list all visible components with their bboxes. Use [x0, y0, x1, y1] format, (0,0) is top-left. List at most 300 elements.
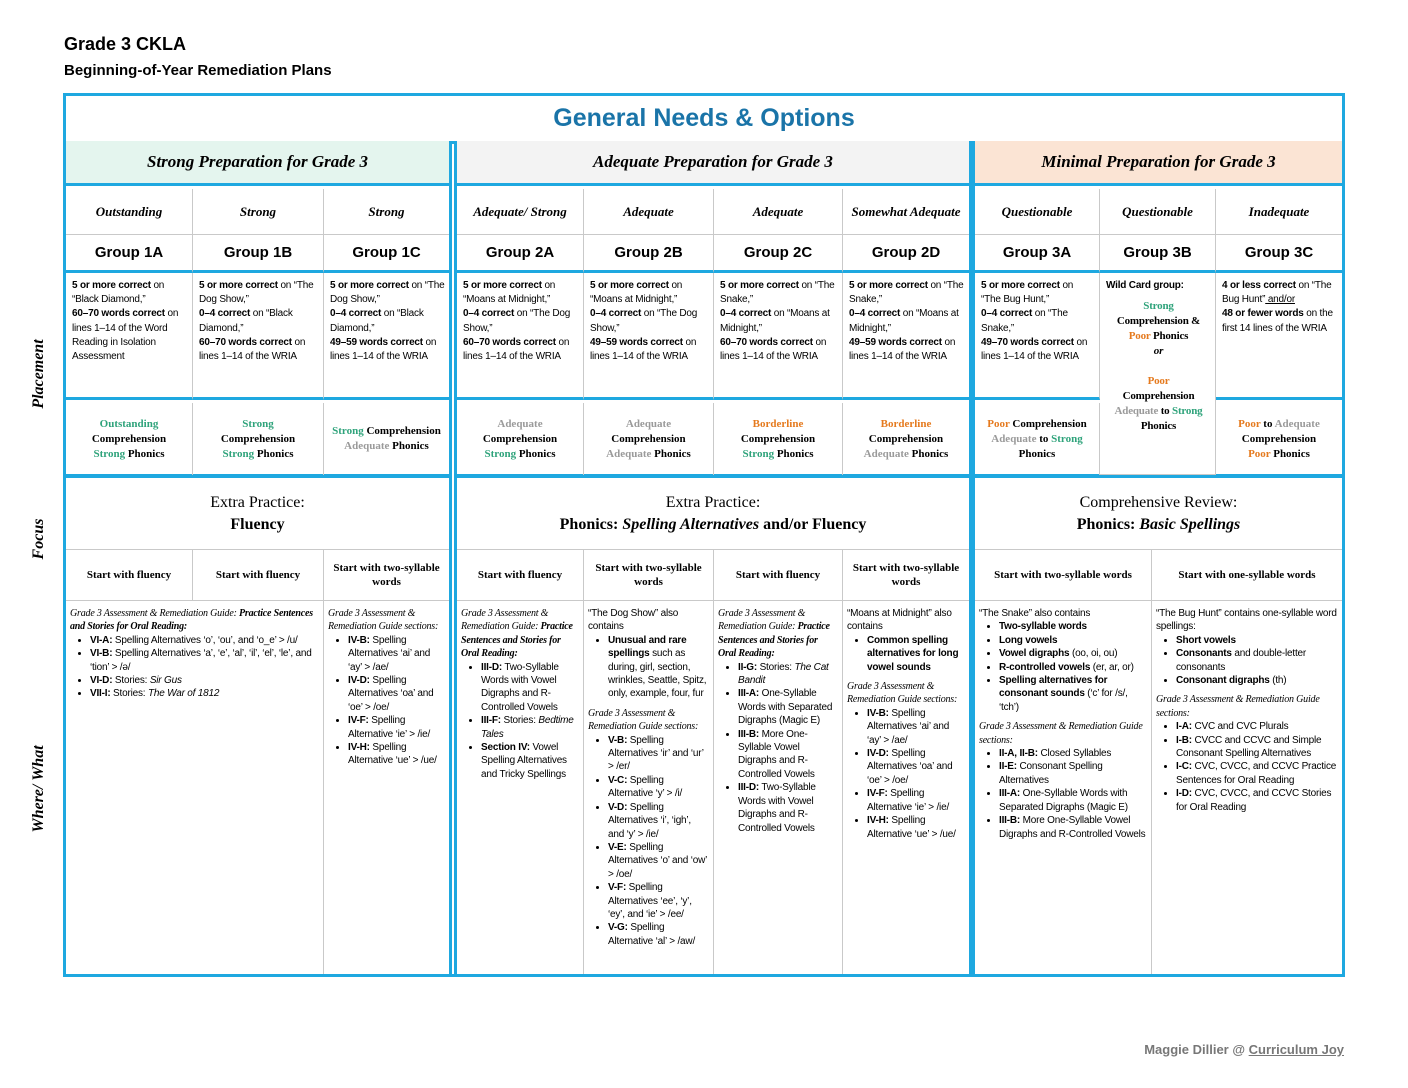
- start-with-label: Start with fluency: [714, 550, 843, 601]
- section-list: [588, 734, 709, 949]
- note-text: [588, 607, 709, 634]
- side-label-placement: Placement: [30, 339, 47, 409]
- section-header: Minimal Preparation for Grade 3: [975, 141, 1342, 186]
- text-run: Adequate: [1274, 417, 1320, 430]
- text-run: Phonics: [1270, 447, 1310, 460]
- text-run: Spelling Alternative ‘y’ > /i/: [608, 774, 683, 800]
- where-what-cell: [457, 601, 584, 974]
- text-run: Spelling Alternatives ‘oa’ and ‘oe’ > /oe/: [348, 675, 434, 713]
- comprehension-phonics: [457, 403, 584, 475]
- comprehension-line: [92, 447, 166, 462]
- text-run: 5 or more correct: [463, 280, 542, 291]
- placement-criteria: [975, 273, 1100, 400]
- text-run: on “The Dog Show,”: [330, 280, 445, 306]
- text-run: Poor: [1147, 375, 1170, 388]
- guide-reference: [70, 607, 319, 634]
- text-run: Common spelling alternatives for long vowel sounds: [867, 634, 959, 673]
- text-run: on “The Snake,”: [849, 280, 964, 306]
- text-run: 60–70 words correct: [199, 336, 292, 348]
- start-with-label: Start with two-syllable words: [843, 550, 969, 601]
- text-run: Adequate: [1114, 405, 1159, 418]
- wildcard-comprehension: [1106, 299, 1211, 434]
- section-list: [588, 634, 709, 701]
- wildcard-line: [1106, 344, 1211, 359]
- text-run: Grade 3 Assessment & Remediation Guide sections:: [979, 721, 1143, 746]
- focus-line1: Extra Practice:: [210, 493, 305, 511]
- list-item: [999, 814, 1147, 841]
- list-item: [999, 760, 1147, 787]
- text-run: Spelling Alternatives ‘a’, ‘e’, ‘al’, ‘il’, ‘el’, ‘le’, and ‘tion’ > /ə/: [90, 648, 312, 673]
- text-run: The War of 1812: [147, 688, 220, 700]
- text-run: Adequate: [497, 417, 543, 430]
- list-item: [1176, 647, 1338, 674]
- text-run: Practice Sentences and Stories for Oral Reading:: [70, 608, 313, 633]
- text-run: III-A:: [738, 688, 760, 700]
- comprehension-text: [483, 417, 557, 462]
- text-run: CVC and CVC Plurals: [1191, 721, 1289, 733]
- text-run: Spelling Alternatives: [622, 515, 760, 533]
- footer-credit: Maggie Dillier @ Curriculum Joy: [1144, 1042, 1344, 1057]
- text-run: Comprehension: [611, 432, 686, 445]
- group-label: Group 1B: [193, 235, 324, 273]
- text-run: on “The Bug Hunt”: [1222, 280, 1332, 306]
- text-run: Bedtime Tales: [481, 715, 574, 740]
- comprehension-line: [221, 417, 295, 432]
- text-run: V-F:: [608, 882, 627, 894]
- text-run: on “The Snake,”: [720, 280, 835, 306]
- text-run: Adequate: [344, 440, 390, 452]
- text-run: Strong: [332, 425, 364, 437]
- wildcard-line: [1106, 419, 1211, 434]
- text-run: Phonics: [516, 447, 556, 460]
- text-run: 5 or more correct: [981, 280, 1060, 291]
- section-list: [979, 747, 1147, 841]
- text-run: I-C:: [1176, 761, 1192, 773]
- text-run: 0–4 correct: [330, 308, 382, 320]
- text-run: Poor: [987, 417, 1010, 430]
- text-run: Basic Spellings: [1139, 515, 1241, 533]
- text-run: Adequate: [991, 432, 1037, 445]
- text-run: VI-B:: [90, 648, 113, 660]
- comprehension-text: [987, 417, 1087, 462]
- note-text: [847, 607, 965, 634]
- comprehension-line: [741, 447, 815, 462]
- text-run: II-G:: [738, 661, 757, 673]
- rating-0: Outstanding: [66, 189, 193, 235]
- list-item: [867, 747, 965, 787]
- text-run: I-A:: [1176, 721, 1192, 733]
- start-with-label: Start with fluency: [457, 550, 584, 601]
- text-run: One-Syllable Words with Separated Digraphs (Magic E): [738, 688, 833, 727]
- text-run: Practice Sentences and Stories for Oral Reading:: [718, 621, 830, 660]
- guide-reference: [328, 607, 445, 634]
- text-run: Two-Syllable Words with Vowel Digraphs and R-Controlled Vowels: [481, 661, 559, 713]
- text-run: 60–70 words correct: [72, 308, 165, 320]
- text-run: IV-B:: [867, 707, 889, 719]
- comprehension-phonics: [1216, 403, 1342, 475]
- section-list: [979, 620, 1147, 714]
- text-run: V-C:: [608, 774, 628, 786]
- text-run: Section IV:: [481, 742, 530, 754]
- text-run: Spelling Alternatives ‘o’, ‘ou’, and ‘o_e’ > /u/: [112, 634, 298, 646]
- text-run: Closed Syllables: [1037, 748, 1112, 760]
- text-run: “Moans at Midnight” also contains: [847, 608, 952, 633]
- list-item: [1176, 787, 1338, 814]
- start-with-label: Start with two-syllable words: [584, 550, 714, 601]
- text-run: Grade 3 Assessment & Remediation Guide sections:: [1156, 694, 1320, 719]
- text-run: on the first 14 lines of the WRIA: [1222, 308, 1333, 334]
- group-label: Group 1A: [66, 235, 193, 273]
- text-run: on lines 1–14 of the WRIA: [463, 336, 570, 363]
- group-label: Group 1C: [324, 235, 449, 273]
- start-with-label: Start with fluency: [66, 550, 193, 601]
- text-run: V-G:: [608, 922, 628, 934]
- text-run: Adequate: [606, 447, 652, 460]
- text-run: 49–59 words correct: [590, 336, 683, 348]
- focus-line1: Comprehensive Review:: [1079, 493, 1238, 511]
- text-run: 49–59 words correct: [330, 336, 423, 348]
- list-item: [481, 661, 579, 715]
- text-run: CVCC and CCVC and Simple Consonant Spelling Alternatives: [1176, 734, 1322, 760]
- text-run: Comprehension: [220, 432, 296, 445]
- list-item: [608, 881, 709, 921]
- list-item: [867, 634, 965, 674]
- text-run: 0–4 correct: [981, 308, 1033, 320]
- text-run: Phonics: [125, 447, 165, 460]
- placement-criteria: [193, 273, 324, 400]
- document-subtitle: Beginning-of-Year Remediation Plans: [64, 62, 332, 79]
- section-header: Adequate Preparation for Grade 3: [457, 141, 969, 186]
- note-text: [1156, 607, 1338, 634]
- text-run: Grade 3 Assessment & Remediation Guide:: [461, 608, 549, 633]
- text-run: on “The Dog Show,”: [590, 308, 698, 334]
- text-run: Phonics: [389, 440, 429, 452]
- wildcard-line: [1106, 359, 1211, 374]
- placement-criteria: [843, 273, 969, 400]
- text-run: Spelling Alternatives ‘o’ and ‘ow’ > /oe/: [608, 841, 707, 880]
- text-run: IV-B:: [348, 634, 370, 646]
- list-item: [867, 707, 965, 747]
- list-item: [867, 787, 965, 814]
- comprehension-line: [92, 417, 166, 432]
- plans-table: [63, 93, 1345, 977]
- list-item: [608, 841, 709, 881]
- text-run: Comprehension: [91, 432, 167, 445]
- text-run: 0–4 correct: [590, 308, 642, 320]
- text-run: CVC, CVCC, and CCVC Stories for Oral Reading: [1176, 788, 1332, 813]
- comprehension-line: [1238, 432, 1320, 447]
- comprehension-line: [332, 424, 441, 439]
- list-item: [608, 921, 709, 948]
- text-run: on lines 1–14 of the WRIA: [330, 336, 437, 363]
- text-run: Spelling alternatives for consonant sounds: [999, 675, 1108, 700]
- group-label: Group 2B: [584, 235, 714, 273]
- text-run: II-E:: [999, 761, 1017, 773]
- text-run: More One-Syllable Vowel Digraphs and R-Controlled Vowels: [738, 728, 815, 780]
- list-item: [999, 787, 1147, 814]
- text-run: Spelling Alternatives ‘oa’ and ‘oe’ > /oe/: [867, 748, 953, 786]
- text-run: on “Moans at Midnight,”: [849, 308, 959, 334]
- section-list: [1156, 720, 1338, 814]
- rating-9: Inadequate: [1216, 189, 1342, 235]
- text-run: III-F:: [481, 715, 501, 727]
- text-run: on “The Snake,”: [981, 308, 1068, 334]
- text-run: Spelling Alternative ‘ie’ > /ie/: [348, 715, 431, 740]
- section-list: [718, 661, 838, 835]
- list-item: [738, 687, 838, 727]
- comprehension-line: [92, 432, 166, 447]
- guide-reference: [979, 720, 1147, 747]
- placement-criteria: [1216, 273, 1342, 400]
- comprehension-phonics: [975, 403, 1100, 475]
- comprehension-line: [864, 447, 949, 462]
- text-run: “The Snake” also contains: [979, 608, 1091, 619]
- text-run: on “The Dog Show,”: [463, 308, 571, 334]
- text-run: on “The Bug Hunt,”: [981, 280, 1074, 306]
- text-run: III-A:: [999, 788, 1021, 800]
- comprehension-phonics: [584, 403, 714, 475]
- section-list: [328, 634, 445, 768]
- text-run: on lines 1–14 of the WRIA: [849, 336, 956, 363]
- rating-2: Strong: [324, 189, 449, 235]
- text-run: and/or: [1265, 294, 1295, 306]
- wildcard-line: [1106, 404, 1211, 419]
- text-run: Phonics: [254, 447, 294, 460]
- where-what-cell: [714, 601, 843, 974]
- text-run: IV-D:: [867, 748, 889, 760]
- list-item: [999, 647, 1147, 660]
- text-run: IV-H:: [867, 815, 889, 827]
- comprehension-line: [606, 417, 691, 432]
- group-label: Group 3B: [1100, 235, 1216, 273]
- comprehension-line: [332, 439, 441, 454]
- wildcard-line: [1106, 374, 1211, 389]
- text-run: Spelling Alternative ‘ue’ > /ue/: [867, 815, 956, 840]
- guide-reference: [461, 607, 579, 661]
- document-title: Grade 3 CKLA: [64, 34, 187, 54]
- list-item: [1176, 760, 1338, 787]
- text-run: VI-A:: [90, 634, 113, 646]
- text-run: Unusual and rare spellings: [608, 634, 687, 660]
- list-item: [999, 634, 1147, 647]
- section-list: [70, 634, 319, 701]
- text-run: 5 or more correct: [720, 280, 799, 291]
- comprehension-line: [864, 432, 949, 447]
- text-run: III-B:: [999, 815, 1021, 827]
- placement-criteria: [324, 273, 449, 400]
- text-run: “The Bug Hunt” contains one-syllable word spellings:: [1156, 608, 1337, 633]
- text-run: III-D:: [738, 782, 760, 794]
- text-run: Phonics: [908, 447, 949, 460]
- list-item: [999, 661, 1147, 674]
- text-run: Poor: [1248, 447, 1271, 460]
- text-run: CVC, CVCC, and CCVC Practice Sentences for Oral Reading: [1176, 761, 1337, 786]
- placement-wildcard: [1100, 273, 1216, 475]
- text-run: Borderline: [752, 417, 804, 430]
- list-item: [90, 687, 319, 700]
- text-run: 5 or more correct: [72, 280, 151, 291]
- where-what-cell: [584, 601, 714, 974]
- list-item: [608, 734, 709, 774]
- text-run: 0–4 correct: [463, 308, 515, 320]
- text-run: More One-Syllable Vowel Digraphs and R-Controlled Vowels: [999, 815, 1146, 840]
- wildcard-line: [1106, 299, 1211, 314]
- group-label: Group 2A: [457, 235, 584, 273]
- guide-reference: [1156, 693, 1338, 720]
- guide-reference: [847, 680, 965, 707]
- list-item: [348, 741, 445, 768]
- section-header: Strong Preparation for Grade 3: [66, 141, 449, 186]
- section-list: [847, 707, 965, 841]
- text-run: 5 or more correct: [330, 280, 409, 291]
- list-item: [999, 620, 1147, 633]
- text-run: 49–70 words correct: [981, 336, 1074, 348]
- group-label: Group 3A: [975, 235, 1100, 273]
- section-list: [847, 634, 965, 674]
- wildcard-line: [1106, 389, 1211, 404]
- placement-criteria: [66, 273, 193, 400]
- list-item: [608, 801, 709, 841]
- comprehension-line: [864, 417, 949, 432]
- text-run: The Cat Bandit: [738, 661, 829, 687]
- text-run: Phonics: [1150, 330, 1189, 343]
- comprehension-line: [987, 447, 1087, 462]
- focus-line2: [230, 514, 284, 536]
- text-run: Comprehension: [482, 432, 558, 445]
- rating-6: Somewhat Adequate: [843, 189, 969, 235]
- text-run: Spelling Alternatives ‘ai’ and ‘ay’ > /ae/: [867, 707, 950, 746]
- rating-5: Adequate: [714, 189, 843, 235]
- text-run: Stories:: [112, 675, 150, 687]
- text-run: (er, ar, or): [1090, 661, 1134, 673]
- text-run: 0–4 correct: [849, 308, 901, 320]
- text-run: Poor: [1128, 330, 1151, 343]
- text-run: Consonant Spelling Alternatives: [999, 761, 1103, 786]
- start-with-label: Start with two-syllable words: [975, 550, 1152, 601]
- comprehension-line: [221, 447, 295, 462]
- text-run: Vowel digraphs: [999, 648, 1070, 660]
- comprehension-line: [741, 417, 815, 432]
- start-with-label: Start with fluency: [193, 550, 324, 601]
- comprehension-line: [1238, 417, 1320, 432]
- text-run: Practice Sentences and Stories for Oral Reading:: [461, 621, 573, 660]
- text-run: Two-Syllable Words with Vowel Digraphs and R-Controlled Vowels: [738, 782, 816, 834]
- text-run: 4 or less correct: [1222, 280, 1296, 291]
- text-run: Grade 3 Assessment & Remediation Guide:: [718, 608, 806, 633]
- text-run: on lines 1–14 of the WRIA: [199, 336, 306, 363]
- text-run: Spelling Alternatives ‘ir’ and ‘ur’ > /er/: [608, 734, 704, 773]
- wildcard-line: [1106, 329, 1211, 344]
- text-run: Comprehension: [363, 425, 441, 437]
- comprehension-text: [221, 417, 295, 462]
- text-run: such as during, girl, section, wrinkles, Seattle, Spitz, only, example, four, fur: [608, 648, 707, 700]
- text-run: Two-syllable words: [999, 621, 1087, 633]
- text-run: Stories:: [500, 715, 539, 727]
- focus-line2: [560, 514, 867, 536]
- text-run: Adequate: [625, 417, 672, 430]
- section-list: [461, 661, 579, 782]
- text-run: 48 or fewer words: [1222, 308, 1304, 320]
- text-run: Vowel Spelling Alternatives and Tricky Spellings: [481, 742, 567, 780]
- placement-criteria: [457, 273, 584, 400]
- comprehension-line: [987, 417, 1087, 432]
- comprehension-line: [483, 417, 557, 432]
- rating-8: Questionable: [1100, 189, 1216, 235]
- rating-7: Questionable: [975, 189, 1100, 235]
- text-run: Stories:: [757, 661, 795, 673]
- text-run: R-controlled vowels: [999, 661, 1091, 673]
- list-item: [348, 634, 445, 674]
- text-run: One-Syllable Words with Separated Digraphs (Magic E): [999, 788, 1128, 813]
- list-item: [481, 741, 579, 781]
- text-run: on “The Dog Show,”: [199, 280, 314, 306]
- text-run: to: [1036, 432, 1052, 445]
- placement-criteria: [584, 273, 714, 400]
- text-run: I-B:: [1176, 734, 1192, 746]
- comprehension-text: [92, 417, 166, 462]
- text-run: IV-F:: [867, 788, 888, 800]
- list-item: [348, 714, 445, 741]
- comprehension-text: [741, 417, 815, 462]
- comprehension-phonics: [843, 403, 969, 475]
- text-run: Phonics: [1018, 447, 1056, 460]
- text-run: Strong: [742, 447, 775, 460]
- comprehension-phonics: [66, 403, 193, 475]
- text-run: Spelling Alternative ‘ie’ > /ie/: [867, 788, 950, 813]
- text-run: Wild Card group:: [1106, 280, 1184, 291]
- text-run: Borderline: [880, 417, 932, 430]
- text-run: Consonant digraphs: [1176, 675, 1270, 687]
- note-text: [979, 607, 1147, 620]
- text-run: Strong: [484, 447, 517, 460]
- text-run: Spelling Alternatives ‘ai’ and ‘ay’ > /ae/: [348, 634, 431, 673]
- text-run: on lines 1–14 of the WRIA: [720, 336, 827, 363]
- text-run: I-D:: [1176, 788, 1192, 800]
- comprehension-phonics: [324, 403, 449, 475]
- where-what-cell: [975, 601, 1152, 974]
- text-run: Phonics: [651, 447, 691, 460]
- text-run: Spelling Alternatives ‘i’, ‘igh’, and ‘y’ > /ie/: [608, 801, 692, 840]
- text-run: Adequate: [863, 447, 909, 460]
- text-run: Spelling Alternative ‘al’ > /aw/: [608, 922, 696, 947]
- text-run: Comprehension: [1241, 432, 1317, 445]
- list-item: [1176, 720, 1338, 733]
- comprehension-text: [332, 424, 441, 454]
- text-run: Stories:: [110, 688, 148, 700]
- curriculum-joy-link[interactable]: Curriculum Joy: [1248, 1042, 1344, 1057]
- focus-header: [457, 478, 969, 550]
- comprehension-phonics: [714, 403, 843, 475]
- list-item: [999, 747, 1147, 760]
- text-run: Spelling Alternatives ‘ee’, ‘y’, ‘ey’, and ‘ie’ > /ee/: [608, 882, 692, 920]
- text-run: Sir Gus: [149, 675, 182, 687]
- start-with-label: Start with two-syllable words: [324, 550, 449, 601]
- text-run: IV-F:: [348, 715, 369, 727]
- text-run: on “Moans at Midnight,”: [590, 280, 683, 306]
- comprehension-line: [987, 432, 1087, 447]
- text-run: Comprehension: [1009, 417, 1087, 430]
- main-title: General Needs & Options: [66, 96, 1342, 144]
- text-run: Phonics: [1140, 420, 1177, 433]
- list-item: [999, 674, 1147, 714]
- text-run: V-B:: [608, 734, 628, 746]
- list-item: [90, 634, 319, 647]
- text-run: Phonics: [774, 447, 814, 460]
- text-run: VI-D:: [90, 675, 113, 687]
- list-item: [481, 714, 579, 741]
- section-list: [1156, 634, 1338, 688]
- text-run: and/or Fluency: [759, 515, 867, 533]
